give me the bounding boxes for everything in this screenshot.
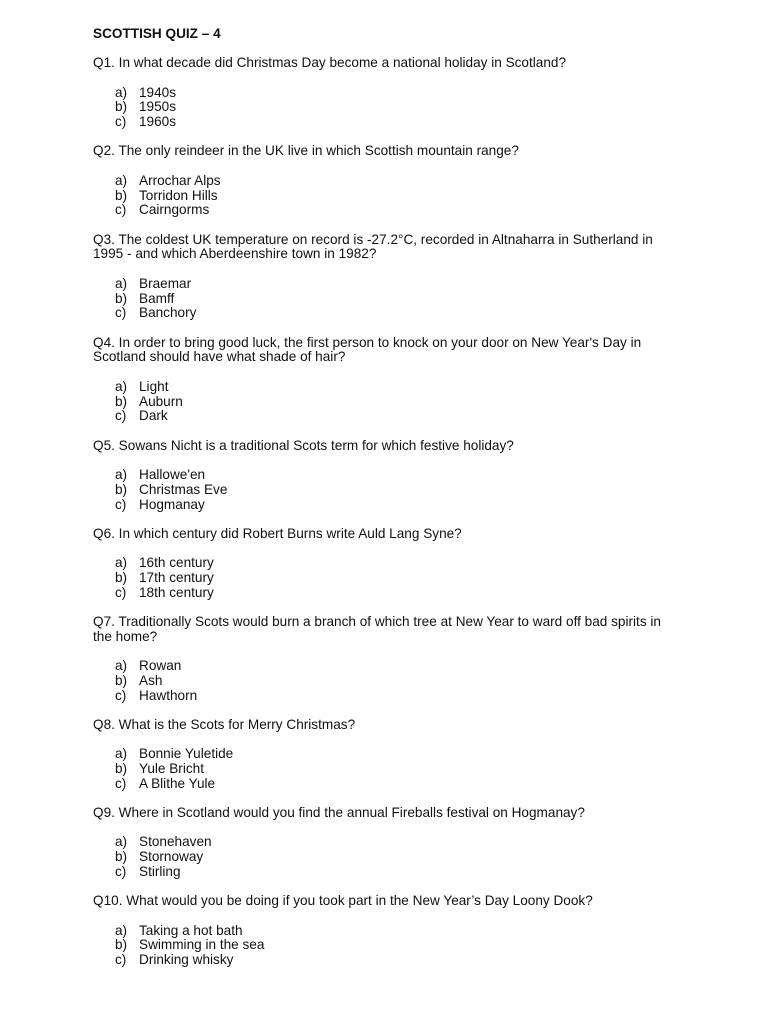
option-letter: b) [115,393,128,409]
option-letter: a) [115,275,128,291]
answer-option [115,409,672,424]
option-text: Cairngorms [139,202,210,218]
option-text: Stirling [139,864,181,880]
answer-option [115,571,672,586]
question-text: Q10. What would you be doing if you took part in the New Year’s Day Loony Dook? [93,893,593,909]
option-letter: c) [115,687,127,703]
option-letter: b) [115,761,128,777]
question-block [93,615,672,703]
option-text: Christmas Eve [139,481,228,497]
answer-option [115,203,672,218]
question-text: Q7. Traditionally Scots would burn a branch of which tree at New Year to ward off bad spirits in the home? [93,614,661,644]
option-text: Stonehaven [139,834,212,850]
answer-options [93,174,672,218]
question-text: Q4. In order to bring good luck, the first person to knock on your door on New Year's Day in Scotland should have what shade of hair? [93,334,642,365]
answer-option [115,586,672,601]
option-letter: b) [115,481,128,497]
option-letter: c) [115,408,127,424]
answer-options [93,659,672,703]
option-letter: a) [115,658,128,674]
answer-option [115,762,672,777]
answer-option [115,189,672,204]
answer-option [115,777,672,792]
option-text: 17th century [139,569,214,585]
question-block [93,336,672,424]
question-list [93,56,672,968]
option-letter: b) [115,937,128,953]
option-letter: a) [115,555,128,571]
option-letter: c) [115,864,127,880]
option-letter: b) [115,290,128,306]
option-letter: b) [115,187,128,203]
question-text: Q3. The coldest UK temperature on record is -27.2°C, recorded in Altnaharra in Sutherland in 1995 - and which Aberdeenshire town in 1982? [93,231,653,262]
answer-option [115,689,672,704]
answer-option [115,468,672,483]
option-letter: c) [115,496,127,512]
option-letter: a) [115,172,128,188]
option-text: Banchory [139,305,197,321]
question-text: Q5. Sowans Nicht is a traditional Scots term for which festive holiday? [93,437,514,453]
option-letter: b) [115,672,128,688]
option-letter: a) [115,746,128,762]
answer-options [93,747,672,791]
option-letter: b) [115,99,128,115]
answer-option [115,292,672,307]
option-text: Bonnie Yuletide [139,746,234,762]
question-block [93,144,672,218]
option-text: 1950s [139,99,177,115]
option-text: Drinking whisky [139,952,234,968]
option-text: Torridon Hills [139,187,218,203]
option-text: Braemar [139,275,192,291]
option-letter: a) [115,466,128,482]
answer-option [115,850,672,865]
option-letter: c) [115,952,127,968]
option-text: Rowan [139,658,182,674]
question-text: Q9. Where in Scotland would you find the annual Fireballs festival on Hogmanay? [93,805,585,821]
answer-option [115,380,672,395]
option-letter: a) [115,834,128,850]
answer-options [93,556,672,600]
question-block [93,894,672,968]
answer-option [115,865,672,880]
answer-option [115,938,672,953]
answer-option [115,395,672,410]
answer-option [115,86,672,101]
answer-option [115,174,672,189]
answer-options [93,277,672,321]
option-text: Stornoway [139,849,204,865]
option-text: Hawthorn [139,687,198,703]
question-block [93,806,672,880]
option-letter: a) [115,84,128,100]
question-text: Q8. What is the Scots for Merry Christmas? [93,717,356,732]
page-title: SCOTTISH QUIZ – 4 [93,26,221,41]
answer-option [115,556,672,571]
answer-option [115,483,672,498]
option-text: Bamff [139,290,175,306]
option-letter: c) [115,305,127,321]
option-text: 1960s [139,114,177,130]
answer-option [115,659,672,674]
option-text: A Blithe Yule [139,775,216,791]
answer-option [115,306,672,321]
option-letter: c) [115,202,127,218]
option-text: Light [139,378,169,394]
question-block [93,56,672,130]
option-text: Taking a hot bath [139,922,243,938]
option-text: Dark [139,408,168,424]
question-block [93,718,672,792]
option-text: 18th century [139,584,214,600]
option-text: Auburn [139,393,183,409]
answer-option [115,953,672,968]
option-text: Hallowe'en [139,466,206,482]
option-text: Yule Bricht [139,761,204,777]
answer-option [115,835,672,850]
question-text: Q6. In which century did Robert Burns write Auld Lang Syne? [93,525,462,541]
answer-option [115,100,672,115]
option-letter: c) [115,584,127,600]
option-letter: b) [115,849,128,865]
question-block [93,439,672,513]
answer-options [93,380,672,424]
answer-option [115,747,672,762]
answer-option [115,277,672,292]
question-block [93,527,672,601]
answer-option [115,498,672,513]
option-letter: b) [115,569,128,585]
option-text: Ash [139,672,163,688]
question-block [93,233,672,321]
answer-option [115,924,672,939]
answer-options [93,86,672,130]
option-text: 16th century [139,555,214,571]
option-letter: a) [115,378,128,394]
question-text: Q2. The only reindeer in the UK live in which Scottish mountain range? [93,143,519,159]
answer-options [93,924,672,968]
option-letter: c) [115,775,127,791]
option-letter: c) [115,114,127,130]
answer-options [93,835,672,879]
option-text: Hogmanay [139,496,205,512]
option-letter: a) [115,922,128,938]
option-text: 1940s [139,84,177,100]
option-text: Swimming in the sea [139,937,265,953]
option-text: Arrochar Alps [139,172,221,188]
answer-option [115,674,672,689]
answer-option [115,115,672,130]
question-text: Q1. In what decade did Christmas Day become a national holiday in Scotland? [93,55,567,71]
answer-options [93,468,672,512]
